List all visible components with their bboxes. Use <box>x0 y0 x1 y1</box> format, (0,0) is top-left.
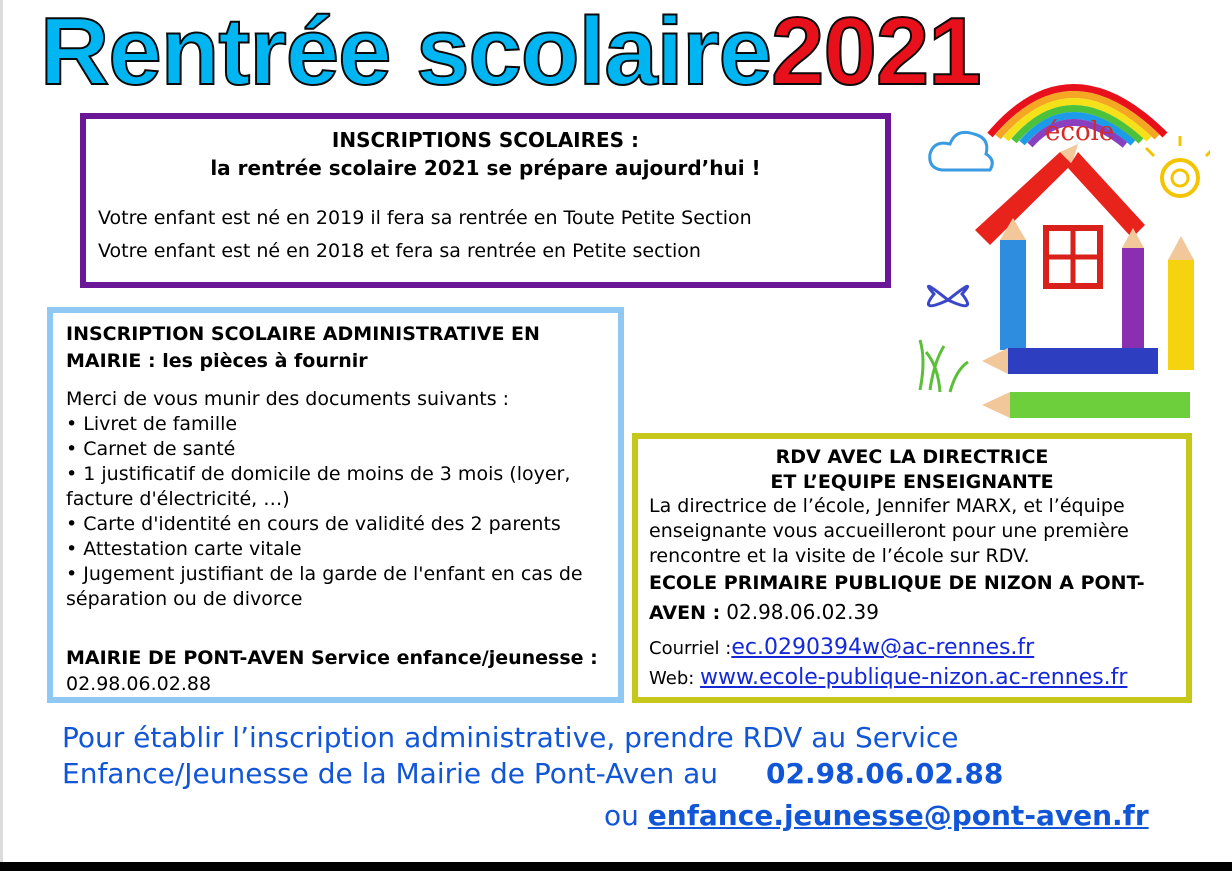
administrative-box <box>47 307 624 703</box>
inscriptions-heading: INSCRIPTIONS SCOLAIRES : <box>331 128 640 152</box>
footer-email-line <box>604 798 1149 834</box>
list-item: • Carnet de santé <box>66 438 236 460</box>
inscriptions-subheading: la rentrée scolaire 2021 se prépare aujourd’hui ! <box>210 156 761 180</box>
page-left-border <box>0 0 3 871</box>
enrollment-line-ps: Votre enfant est né en 2018 et fera sa rentrée en Petite section <box>98 240 701 262</box>
pencil-horizontal-blue-icon <box>982 348 1158 374</box>
rdv-heading-line2: ET L’EQUIPE ENSEIGNANTE <box>770 471 1054 493</box>
mairie-phone: 02.98.06.02.88 <box>66 673 212 695</box>
footer-phone: 02.98.06.02.88 <box>766 757 1004 790</box>
email-label: Courriel : <box>649 638 732 659</box>
sun-icon <box>1146 136 1210 196</box>
butterfly-icon <box>928 286 967 305</box>
footer-line2-text: Enfance/Jeunesse de la Mairie de Pont-Aven au <box>62 757 719 790</box>
school-house-illustration <box>900 60 1210 430</box>
school-contact <box>649 569 1184 628</box>
inscriptions-box <box>80 113 891 288</box>
pencil-blue-icon <box>1000 218 1026 350</box>
school-label: ECOLE PRIMAIRE PUBLIQUE DE NIZON A PONT-AVEN : <box>649 572 1145 624</box>
window-icon <box>1046 228 1100 286</box>
footer-email-link[interactable]: enfance.jeunesse@pont-aven.fr <box>647 799 1149 832</box>
list-item: • Jugement justifiant de la garde de l'enfant en cas de séparation ou de divorce <box>66 563 583 610</box>
list-item: • Livret de famille <box>66 413 238 435</box>
documents-intro: Merci de vous munir des documents suivants : <box>66 388 510 410</box>
documents-list <box>66 387 616 612</box>
mairie-contact <box>66 645 616 697</box>
footer-line2 <box>62 756 1003 792</box>
pencil-purple-icon <box>1122 228 1144 352</box>
enrollment-line-tps: Votre enfant est né en 2019 il fera sa rentrée en Toute Petite Section <box>98 207 752 229</box>
school-phone: 02.98.06.02.39 <box>726 600 879 624</box>
title-year: 2021 <box>771 0 981 105</box>
ecole-word: école <box>1045 117 1115 147</box>
bottom-bar <box>0 862 1232 871</box>
list-item: • Attestation carte vitale <box>66 538 302 560</box>
rdv-heading <box>638 445 1186 495</box>
rdv-text: La directrice de l’école, Jennifer MARX, et l’équipe enseignante vous accueilleront pour une première rencontre et la visite de l’école sur RDV. <box>649 495 1129 567</box>
cloud-icon <box>930 132 993 170</box>
grass-icon <box>920 340 968 392</box>
list-item: • 1 justificatif de domicile de moins de 3 mois (loyer, facture d'électricité, …) <box>66 463 571 510</box>
school-email-link[interactable]: ec.0290394w@ac-rennes.fr <box>731 635 1035 660</box>
administrative-heading: INSCRIPTION SCOLAIRE ADMINISTRATIVE EN MAIRIE : les pièces à fournir <box>66 323 540 372</box>
footer-line1: Pour établir l’inscription administrative, prendre RDV au Service <box>62 721 959 754</box>
page-title <box>40 0 981 105</box>
mairie-label: MAIRIE DE PONT-AVEN Service enfance/jeunesse : <box>66 647 598 669</box>
rdv-box <box>632 433 1192 703</box>
title-text: Rentrée scolaire <box>40 0 772 105</box>
rdv-heading-line1: RDV AVEC LA DIRECTRICE <box>775 446 1049 468</box>
pencil-yellow-icon <box>1168 236 1194 370</box>
pencil-green-icon <box>982 392 1190 418</box>
school-links <box>649 633 1184 693</box>
school-website-link[interactable]: www.ecole-publique-nizon.ac-rennes.fr <box>700 665 1128 690</box>
footer-ou-text: ou <box>604 799 639 832</box>
web-label: Web: <box>649 668 695 689</box>
list-item: • Carte d'identité en cours de validité des 2 parents <box>66 513 561 535</box>
